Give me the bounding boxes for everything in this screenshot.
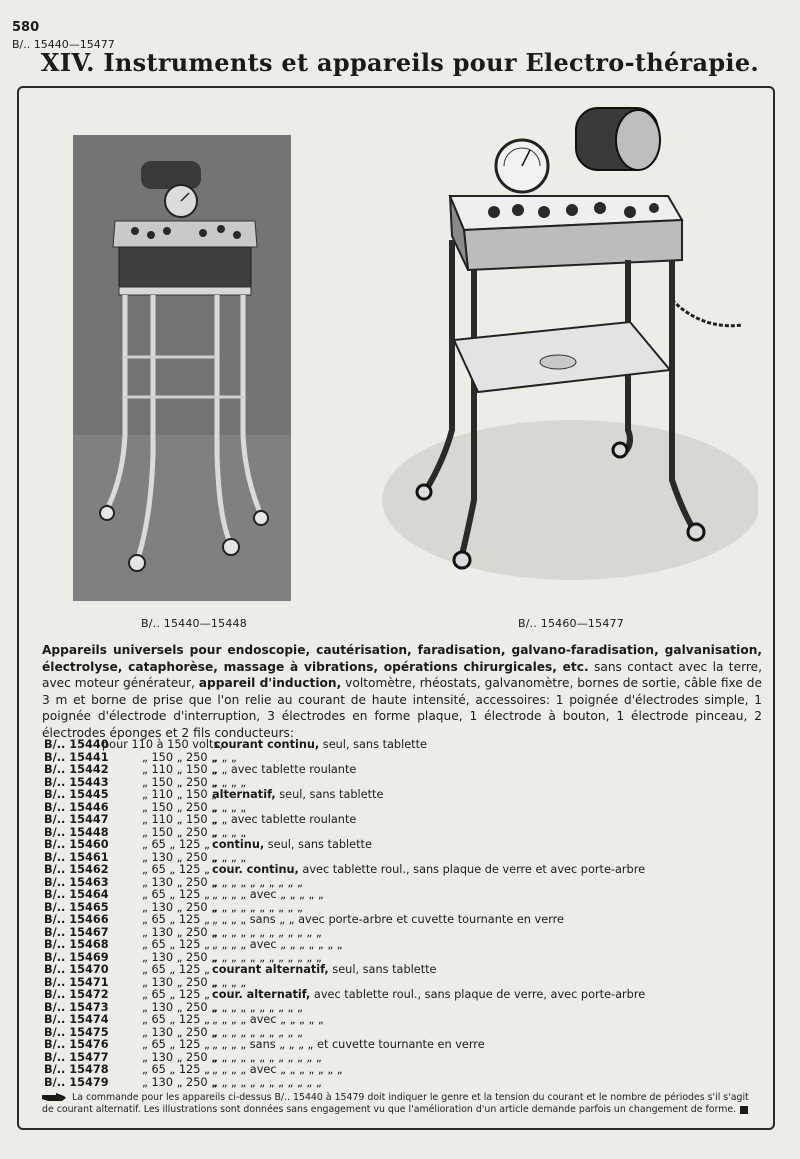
current-type-detail: „ „ „ „ xyxy=(212,775,247,789)
current-type-detail: „ „ avec tablette roulante xyxy=(212,763,357,776)
current-type-detail: „ „ „ „ „ „ „ „ „ „ „ „ xyxy=(212,950,322,964)
voltage-range: „ 65 „ 125 „ xyxy=(142,838,210,851)
current-type-detail: „ „ „ „ „ „ „ „ „ „ „ „ xyxy=(212,1050,322,1064)
reference-number: B/.. 15474 xyxy=(44,1013,109,1026)
voltage-range: „ 65 „ 125 „ xyxy=(142,913,210,926)
voltage-range: „ 150 „ 250 „ xyxy=(142,800,218,814)
reference-range: B/.. 15440—15477 xyxy=(12,38,115,51)
reference-number: B/.. 15467 xyxy=(44,925,109,939)
current-type-detail: seul, sans tablette xyxy=(264,838,372,851)
reference-number: B/.. 15476 xyxy=(44,1038,109,1051)
engraving-apparatus-trolley xyxy=(372,100,758,610)
reference-number: B/.. 15464 xyxy=(44,888,109,901)
reference-number: B/.. 15475 xyxy=(44,1025,109,1039)
table-row xyxy=(44,1077,774,1090)
table-row xyxy=(44,789,774,802)
product-description xyxy=(42,642,762,742)
table-row xyxy=(44,839,774,852)
page-number: 580 xyxy=(12,20,40,35)
reference-number: B/.. 15448 xyxy=(44,825,109,839)
description-emphasis: appareil d'induction, xyxy=(198,676,342,691)
current-type-bold: continu, xyxy=(212,838,265,851)
voltage-range: „ 65 „ 125 „ xyxy=(142,988,210,1001)
current-type-detail: „ „ „ „ avec „ „ „ „ „ xyxy=(212,888,324,901)
reference-number: B/.. 15473 xyxy=(44,1000,109,1014)
current-type-detail: „ „ „ „ „ „ „ „ „ „ „ „ xyxy=(212,1075,322,1089)
notice-text: La commande pour les appareils ci-dessus B/.. 15440 à 15479 doit indiquer le genre et la tension du courant et le nombre de périodes s'il s'agit de courant alternatif. Les illustrations sont données sans engagement vu que l'amélioration d'un article demande parfois un changement de forme. xyxy=(42,1092,749,1115)
current-type xyxy=(212,1077,322,1090)
voltage-range: „ 150 „ 250 „ xyxy=(142,825,218,839)
trolley-illustration xyxy=(372,100,758,610)
voltage-range: „ 65 „ 125 „ xyxy=(142,963,210,976)
voltage-range: „ 130 „ 250 „ xyxy=(142,950,218,964)
voltage-range: „ 130 „ 250 „ xyxy=(142,875,218,889)
table-row xyxy=(44,1064,774,1077)
reference-number: B/.. 15479 xyxy=(44,1075,109,1089)
reference-number: B/.. 15468 xyxy=(44,938,109,951)
table-row xyxy=(44,814,774,827)
current-type-detail: „ „ „ „ avec „ „ „ „ „ „ „ xyxy=(212,938,343,951)
voltage-range: pour 110 à 150 volts, xyxy=(102,738,223,751)
current-type-bold: cour. alternatif, xyxy=(212,988,311,1001)
reference-number: B/.. 15470 xyxy=(44,963,109,976)
voltage-range: „ 110 „ 150 „ xyxy=(142,763,218,776)
voltage-range: „ 110 „ 150 „ xyxy=(142,788,218,801)
voltage-range: „ 150 „ 250 „ xyxy=(142,750,218,764)
voltage-range: „ 65 „ 125 „ xyxy=(142,1038,210,1051)
voltage-range: „ 65 „ 125 „ xyxy=(142,1013,210,1026)
description-part-2: voltomètre, rhéostats, galvanomètre, bornes de sortie, câble fixe de 3 m et borne de prise que l'on relie au courant de haute intensité, accessoires: 1 poignée d'électrodes simple, 1 poignée d'électrode d'interruption, 3 électrodes en forme plaque, 1 électrode à bouton, 1 électrode pinceau, 2 électrodes éponges et 2 fils conducteurs: xyxy=(42,676,762,740)
current-type-detail: avec tablette roul., sans plaque de verre, avec porte-arbre xyxy=(310,988,646,1001)
reference-number: B/.. 15463 xyxy=(44,875,109,889)
current-type-bold: courant alternatif, xyxy=(212,963,329,976)
table-row xyxy=(44,989,774,1002)
table-row xyxy=(44,939,774,952)
reference-number: B/.. 15472 xyxy=(44,988,109,1001)
current-type-detail: „ „ „ „ sans „ „ „ „ et cuvette tournante en verre xyxy=(212,1038,485,1051)
end-mark-icon xyxy=(740,1106,748,1114)
reference-number: B/.. 15446 xyxy=(44,800,109,814)
voltage-range: „ 130 „ 250 „ xyxy=(142,1050,218,1064)
voltage-range: „ 65 „ 125 „ xyxy=(142,888,210,901)
voltage-range: „ 130 „ 250 „ xyxy=(142,1025,218,1039)
current-type-detail: „ „ „ „ xyxy=(212,825,247,839)
current-type-detail: „ „ „ „ avec „ „ „ „ „ „ „ xyxy=(212,1063,343,1076)
voltage-range: „ 130 „ 250 „ xyxy=(142,900,218,914)
voltage-range: „ 130 „ 250 „ xyxy=(142,1000,218,1014)
pointing-hand-icon xyxy=(42,1093,66,1102)
current-type-detail: avec tablette roul., sans plaque de verre et avec porte-arbre xyxy=(298,863,646,876)
page-title: XIV. Instruments et appareils pour Electro-thérapie. xyxy=(40,48,760,77)
reference-number: B/.. 15477 xyxy=(44,1050,109,1064)
current-type-detail: „ „ „ „ „ „ „ „ „ „ xyxy=(212,1000,303,1014)
table-row xyxy=(44,1014,774,1027)
voltage-range: „ 130 „ 250 „ xyxy=(142,1075,218,1089)
reference-list xyxy=(44,739,774,1089)
stand-illustration xyxy=(73,135,291,601)
current-type-detail: „ „ „ „ „ „ „ „ „ „ „ „ xyxy=(212,925,322,939)
table-row xyxy=(44,914,774,927)
current-type-detail: „ „ „ „ xyxy=(212,975,247,989)
current-type-detail: „ „ „ „ „ „ „ „ „ „ xyxy=(212,900,303,914)
reference-number: B/.. 15461 xyxy=(44,850,109,864)
reference-number: B/.. 15465 xyxy=(44,900,109,914)
reference-number: B/.. 15471 xyxy=(44,975,109,989)
description-lead: Appareils universels pour endoscopie, cautérisation, faradisation, galvano-faradisation, galvanisation, électrolyse, cataphorèse, massage à vibrations, opérations chirurgicales, etc. xyxy=(42,643,762,674)
description-part-1: sans contact avec la terre, avec moteur générateur, xyxy=(42,659,762,691)
current-type-detail: seul, sans tablette xyxy=(275,788,384,801)
caption-right-figure: B/.. 15460—15477 xyxy=(518,617,624,630)
current-type-detail: seul, sans tablette xyxy=(319,738,427,751)
reference-number: B/.. 15460 xyxy=(44,838,109,851)
current-type-bold: alternatif, xyxy=(212,788,276,801)
voltage-range: „ 150 „ 250 „ xyxy=(142,775,218,789)
voltage-range: „ 65 „ 125 „ xyxy=(142,1063,210,1076)
reference-number: B/.. 15440 xyxy=(44,738,109,751)
caption-left-figure: B/.. 15440—15448 xyxy=(141,617,247,630)
reference-number: B/.. 15478 xyxy=(44,1063,109,1076)
reference-number: B/.. 15443 xyxy=(44,775,109,789)
voltage-range: „ 130 „ 250 „ xyxy=(142,850,218,864)
reference-number: B/.. 15442 xyxy=(44,763,109,776)
current-type-detail: „ „ „ „ sans „ „ avec porte-arbre et cuvette tournante en verre xyxy=(212,913,564,926)
table-row xyxy=(44,889,774,902)
voltage-range: „ 110 „ 150 „ xyxy=(142,813,218,826)
current-type-bold: courant continu, xyxy=(214,738,320,751)
order-notice xyxy=(42,1092,760,1116)
reference-number: B/.. 15466 xyxy=(44,913,109,926)
current-type-detail: „ „ „ „ xyxy=(212,850,247,864)
reference-number: B/.. 15445 xyxy=(44,788,109,801)
current-type-detail: „ „ „ „ „ „ „ „ „ „ xyxy=(212,1025,303,1039)
current-type-detail: „ „ „ „ „ „ „ „ „ „ xyxy=(212,875,303,889)
current-type xyxy=(214,739,427,752)
voltage-range: „ 130 „ 250 „ xyxy=(142,925,218,939)
reference-number: B/.. 15469 xyxy=(44,950,109,964)
current-type-detail: „ „ avec tablette roulante xyxy=(212,813,357,826)
current-type-detail: seul, sans tablette xyxy=(328,963,437,976)
table-row xyxy=(44,764,774,777)
reference-number: B/.. 15447 xyxy=(44,813,109,826)
photo-apparatus-stand xyxy=(73,135,291,601)
current-type-detail: „ „ „ xyxy=(212,750,237,764)
reference-number: B/.. 15462 xyxy=(44,863,109,876)
voltage-range: „ 65 „ 125 „ xyxy=(142,938,210,951)
reference-number: B/.. 15441 xyxy=(44,750,109,764)
voltage-range: „ 130 „ 250 „ xyxy=(142,975,218,989)
current-type-detail: „ „ „ „ xyxy=(212,800,247,814)
current-type-detail: „ „ „ „ avec „ „ „ „ „ xyxy=(212,1013,324,1026)
table-row xyxy=(44,739,774,752)
current-type-bold: cour. continu, xyxy=(212,863,299,876)
table-row xyxy=(44,1039,774,1052)
table-row xyxy=(44,964,774,977)
table-row xyxy=(44,864,774,877)
voltage-range: „ 65 „ 125 „ xyxy=(142,863,210,876)
